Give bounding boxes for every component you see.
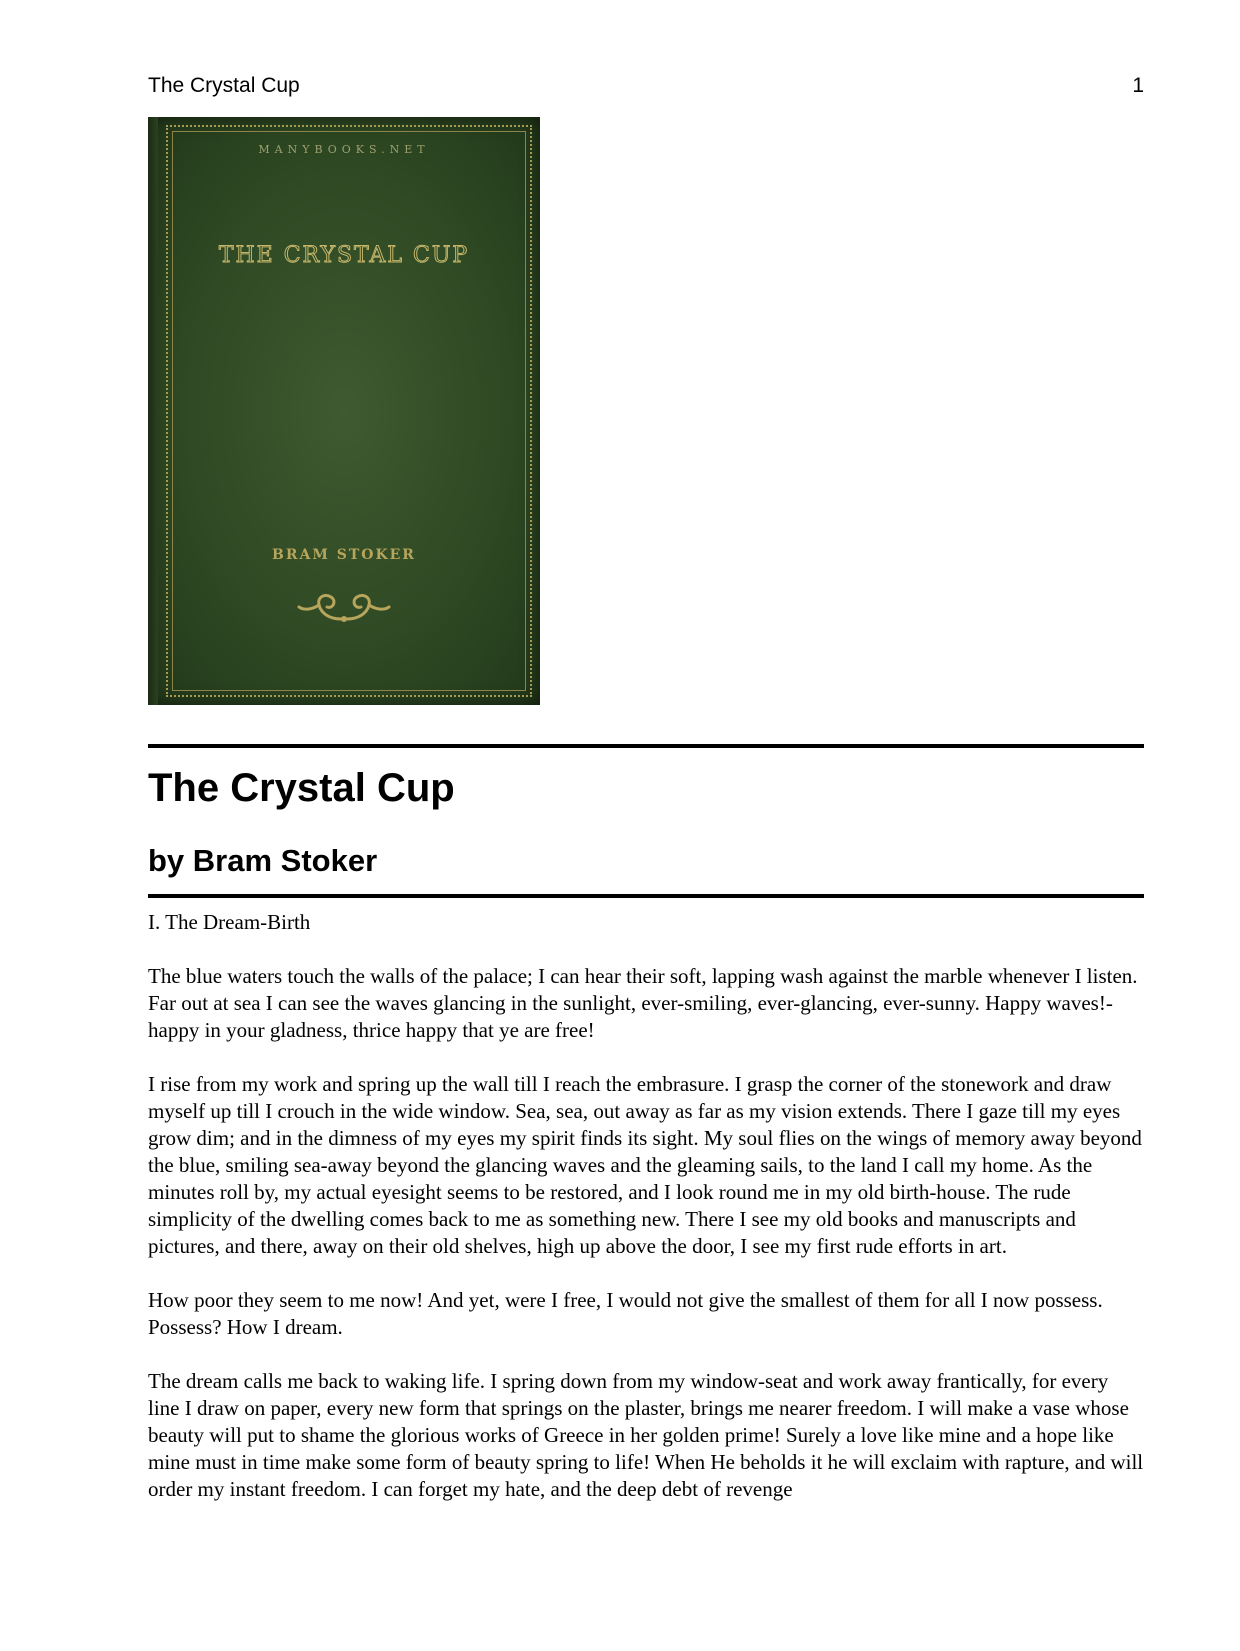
title-rule-bottom [148, 894, 1144, 898]
cover-publisher: MANYBOOKS.NET [258, 143, 430, 156]
paragraph: How poor they seem to me now! And yet, were I free, I would not give the smallest of them for all I now possess. Possess? How I dream. [148, 1288, 1103, 1339]
paragraph: I rise from my work and spring up the wall till I reach the embrasure. I grasp the corner of the stonework and draw myself up till I crouch in the wide window. Sea, sea, out away as far as my vision extends. There I gaze till my eyes grow dim; and in the dimness of my eyes my spirit finds its sight. My soul flies on the wings of memory away beyond the blue, smiling sea-away beyond the glancing waves and the gleaming sails, to the land I call my home. As the minutes roll by, my actual eyesight seems to be restored, and I look round me in my old birth-house. The rude simplicity of the dwelling comes back to me as something new. There I see my old books and manuscripts and pictures, and there, away on their old shelves, high up above the door, I see my first rude efforts in art. [148, 1072, 1142, 1258]
body-text [148, 909, 1144, 1530]
running-title: The Crystal Cup [148, 74, 300, 97]
running-header [148, 74, 1144, 102]
document-title: The Crystal Cup [148, 766, 455, 810]
title-rule-top [148, 744, 1144, 748]
paragraph: The dream calls me back to waking life. I spring down from my window-seat and work away frantically, for every line I draw on paper, every new form that springs on the plaster, brings me nearer freedom. I will make a vase whose beauty will put to shame the glorious works of Greece in her golden prime! Surely a love like mine and a hope like mine must in time make some form of beauty spring to life! When He beholds it he will exclaim with rapture, and will order my instant freedom. I can forget my hate, and the deep debt of revenge [148, 1369, 1144, 1501]
cover-title: THE CRYSTAL CUP [218, 243, 470, 268]
cover-author: BRAM STOKER [272, 547, 416, 563]
page-number: 1 [1132, 74, 1144, 97]
document-byline: by Bram Stoker [148, 843, 378, 878]
book-cover-image [148, 117, 540, 705]
cover-ornament-icon [148, 589, 540, 630]
paragraph: The blue waters touch the walls of the palace; I can hear their soft, lapping wash against the marble whenever I listen. Far out at sea I can see the waves glancing in the sunlight, ever-smiling, ever-glancing, ever-sunny. Happy waves!-happy in your gladness, thrice happy that ye are free! [148, 964, 1138, 1042]
chapter-heading: I. The Dream-Birth [148, 910, 311, 934]
